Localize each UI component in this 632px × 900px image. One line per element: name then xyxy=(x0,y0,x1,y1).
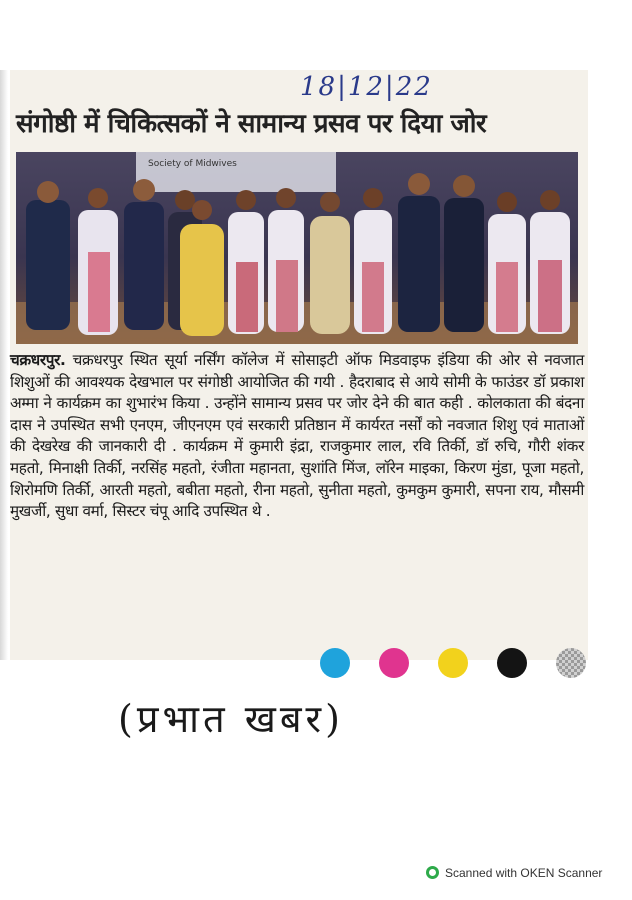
scanner-watermark xyxy=(426,866,626,886)
handwritten-date: 18|12|22 xyxy=(300,72,433,102)
cyan-swatch xyxy=(320,648,350,678)
magenta-swatch xyxy=(379,648,409,678)
banner-text: Society of Midwives xyxy=(148,159,237,169)
color-registration-swatches xyxy=(316,648,588,682)
group-photo xyxy=(16,152,578,344)
article-dateline: चक्रधरपुर. xyxy=(10,351,66,369)
black-swatch xyxy=(497,648,527,678)
oken-scanner-icon xyxy=(426,866,439,879)
scan-shadow-edge xyxy=(0,70,8,660)
handwritten-source: (प्रभात खबर) xyxy=(118,697,344,741)
scanner-watermark-text: Scanned with OKEN Scanner xyxy=(445,866,603,880)
group-photo-illustration xyxy=(16,152,578,344)
gray-swatch xyxy=(556,648,586,678)
yellow-swatch xyxy=(438,648,468,678)
article-headline: संगोष्ठी में चिकित्सकों ने सामान्य प्रसव पर दिया जोर xyxy=(16,109,487,139)
article-text: चक्रधरपुर स्थित सूर्या नर्सिंग कॉलेज में सोसाइटी ऑफ मिडवाइफ इंडिया की ओर से नवजात शिशुओं की आवश्यक देखभाल पर संगोष्ठी आयोजित की गयी . हैदराबाद से आये सोमी के फाउंडर डॉ प्रकाश अम्मा ने कार्यक्रम का शुभारंभ किया . उन्होंने सामान्य प्रसव पर जोर देने की बात कही . कोलकाता की बंदना दास ने उपस्थित सभी एनएम, जीएनएम एवं सरकारी प्रतिष्ठान में कार्यरत नर्सों को नवजात शिशु एवं माताओं की देखरेख की जानकारी दी . कार्यक्रम में कुमारी इंद्रा, राजकुमार लाल, रवि तिर्की, डॉ रुचि, गौरी शंकर महतो, मिनाक्षी तिर्की, नरसिंह महतो, रंजीता महानता, सुशांति मिंज, लॉरेन माइका, किरण मुंडा, पूजा महतो, शिरोमणि तिर्की, आरती महतो, बबीता महतो, रीना महतो, सुनीता महतो, कुमकुम कुमारी, सपना राय, मौसमी मुखर्जी, सुधा वर्मा, सिस्टर चंपू आदि उपस्थित थे . xyxy=(10,351,584,521)
article-body xyxy=(10,350,584,523)
